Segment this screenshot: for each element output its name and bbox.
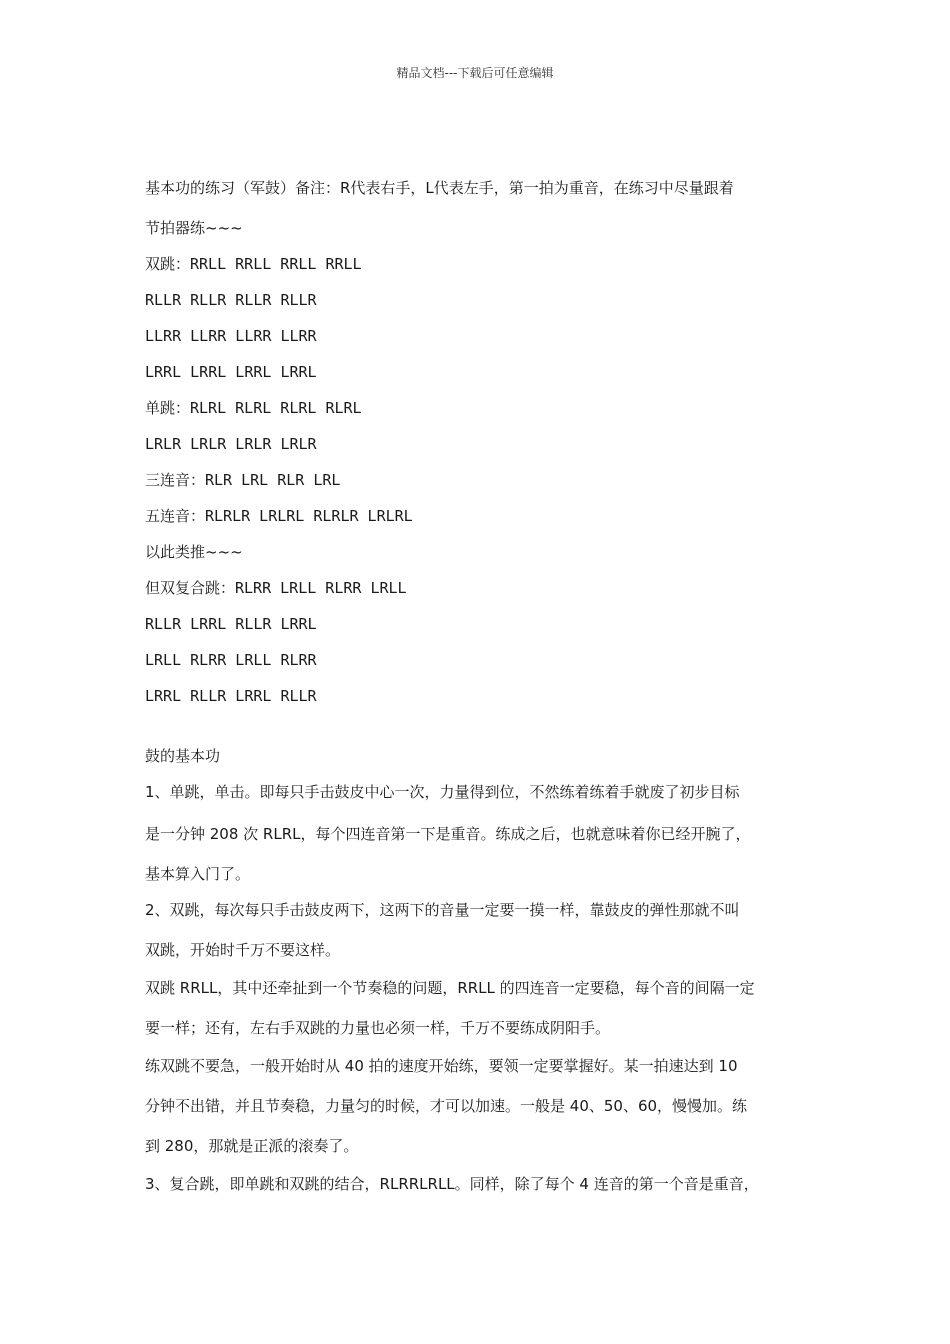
paragraph-line: 分钟不出错，并且节奏稳，力量匀的时候，才可以加速。一般是 40、50、60，慢慢加。练 [145, 1097, 748, 1115]
pattern-line: LRLL RLRR LRLL RLRR [145, 651, 317, 669]
paragraph-line: 2、双跳，每次每只手击鼓皮两下，这两下的音量一定要一摸一样，靠鼓皮的弹性那就不叫 [145, 901, 740, 919]
pattern-line: RLLR LRRL RLLR LRRL [145, 615, 317, 633]
pattern-line: 双跳：RRLL RRLL RRLL RRLL [145, 255, 362, 273]
intro-line-1: 基本功的练习（军鼓）备注：R代表右手，L代表左手，第一拍为重音，在练习中尽量跟着 [145, 179, 734, 197]
section-heading: 鼓的基本功 [145, 747, 221, 765]
pattern-line: LRLR LRLR LRLR LRLR [145, 435, 317, 453]
paragraph-line: 基本算入门了。 [145, 865, 251, 883]
paragraph-line: 是一分钟 208 次 RLRL，每个四连音第一下是重音。练成之后，也就意味着你已经开腕了， [145, 825, 751, 843]
paragraph-line: 到 280，那就是正派的滚奏了。 [145, 1137, 359, 1155]
page-header: 精品文档---下载后可任意编辑 [396, 66, 554, 80]
paragraph-line: 双跳，开始时千万不要这样。 [145, 941, 341, 959]
paragraph-line: 1、单跳，单击。即每只手击鼓皮中心一次，力量得到位，不然练着练着手就废了初步目标 [145, 783, 740, 801]
pattern-line: RLLR RLLR RLLR RLLR [145, 291, 317, 309]
paragraph-line: 练双跳不要急，一般开始时从 40 拍的速度开始练，要领一定要掌握好。某一拍速达到 10 [145, 1057, 738, 1075]
intro-line-2: 节拍器练~~~ [145, 219, 243, 237]
pattern-line: LRRL RLLR LRRL RLLR [145, 687, 317, 705]
pattern-line: LRRL LRRL LRRL LRRL [145, 363, 317, 381]
pattern-line: 五连音：RLRLR LRLRL RLRLR LRLRL [145, 507, 413, 525]
pattern-line: LLRR LLRR LLRR LLRR [145, 327, 317, 345]
pattern-line: 三连音：RLR LRL RLR LRL [145, 471, 341, 489]
paragraph-line: 3、复合跳，即单跳和双跳的结合，RLRRLRLL。同样，除了每个 4 连音的第一个音是重音， [145, 1175, 759, 1193]
pattern-line: 单跳：RLRL RLRL RLRL RLRL [145, 399, 362, 417]
pattern-line: 但双复合跳：RLRR LRLL RLRR LRLL [145, 579, 407, 597]
paragraph-line: 双跳 RRLL，其中还牵扯到一个节奏稳的问题，RRLL 的四连音一定要稳，每个音的间隔一定 [145, 979, 755, 997]
paragraph-line: 要一样；还有，左右手双跳的力量也必须一样，千万不要练成阴阳手。 [145, 1019, 611, 1037]
text-line: 以此类推~~~ [145, 543, 243, 561]
